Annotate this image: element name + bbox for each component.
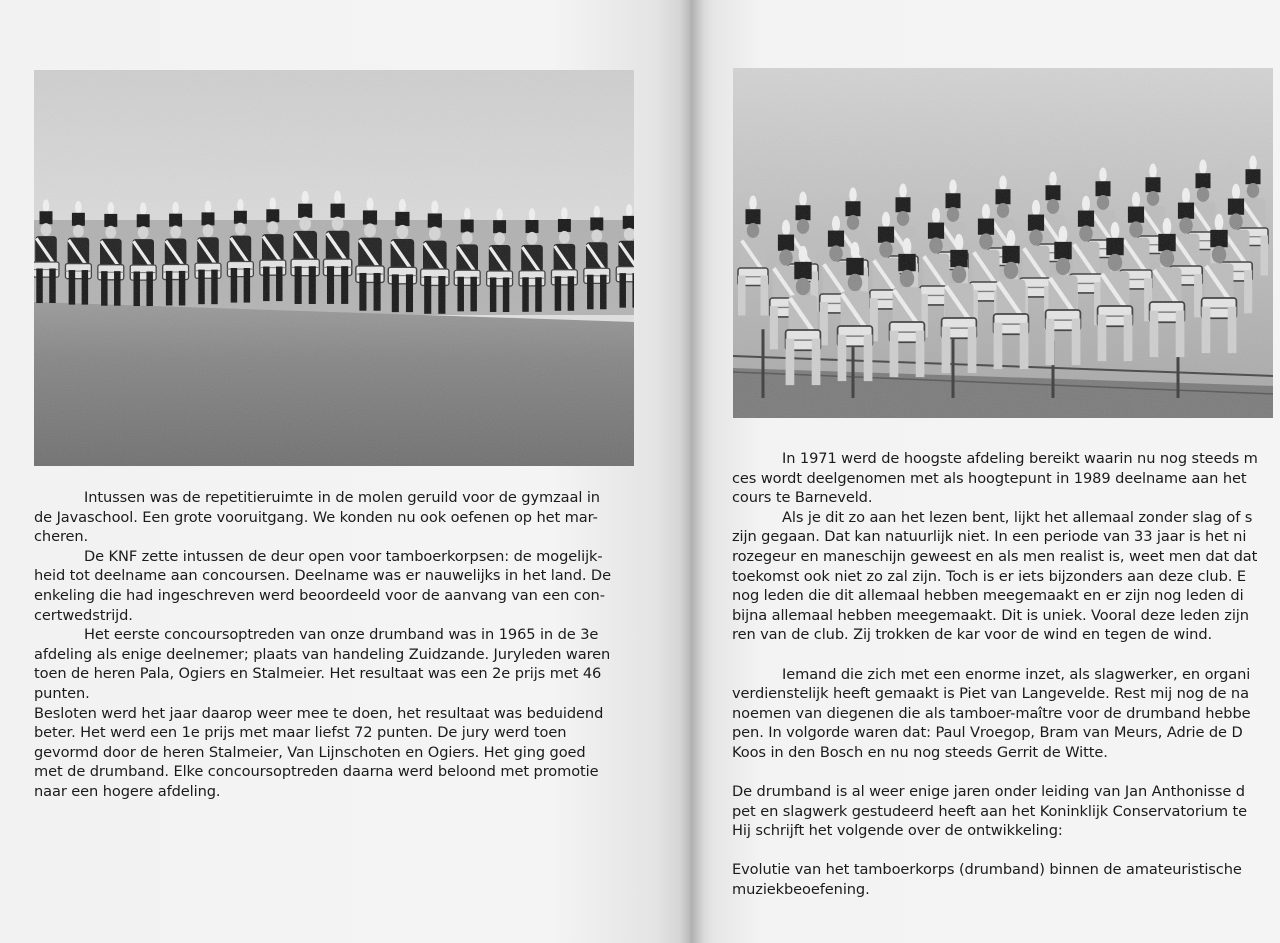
- paragraph: Intussen was de repetitieruimte in de molen geruild voor de gymzaal in de Javaschool. Een grote vooruitgang. We konden nu ook oefenen op het mar- cheren.: [34, 489, 600, 546]
- paragraph: Besloten werd het jaar daarop weer mee te doen, het resultaat was beduidend beter. Het werd een 1e prijs met maar liefst 72 punten. De jury werd toen gevormd door de heren Stalmeier, Van Lijnschoten en Ogiers. Het ging goed met de drumband. Elke concoursoptreden daarna werd beloond met promotie naar een hogere afdeling.: [34, 704, 604, 800]
- drumband-marching-photo-image: [733, 68, 1273, 418]
- drumband-line-photo-image: [34, 70, 634, 466]
- paragraph: Iemand die zich met een enorme inzet, als slagwerker, en organi verdienstelijk heeft gemaakt is Piet van Langevelde. Rest mij nog de na noemen van diegenen die als tamboer-maître voor de drumband hebbe pen. In volgorde waren dat: Paul Vroegop, Bram van Meurs, Adrie de D Koos in den Bosch en nu nog steeds Gerrit de Witte.: [732, 665, 1251, 761]
- paragraph: In 1971 werd de hoogste afdeling bereikt waarin nu nog steeds m ces wordt deelgenomen met als hoogtepunt in 1989 deelname aan het cours te Barneveld.: [732, 450, 1258, 507]
- left-page-text: [34, 488, 630, 802]
- film-grain: [733, 68, 1273, 418]
- book-gutter: [680, 0, 704, 943]
- paragraph: De KNF zette intussen de deur open voor tamboerkorpsen: de mogelijk- heid tot deelname aan concoursen. Deelname was er nauwelijks in het land. De enkeling die had ingeschreven werd beoordeeld voor de aanvang van een con- certwedstrijd.: [34, 547, 611, 624]
- right-page-text: [732, 449, 1280, 900]
- right-page: [690, 0, 1280, 943]
- drumband-marching-photo: [733, 68, 1273, 418]
- paragraph: Als je dit zo aan het lezen bent, lijkt het allemaal zonder slag of s zijn gegaan. Dat kan natuurlijk niet. In een periode van 33 jaar is het ni rozegeur en maneschijn geweest en als men realist is, weet men dat dat toekomst ook niet zo zal zijn. Toch is er iets bijzonders aan deze club. E nog leden die dit allemaal hebben meegemaakt en er zijn nog leden di bijna allemaal hebben meegemaakt. Dit is uniek. Vooral deze leden zijn ren van de club. Zij trokken de kar voor de wind en tegen de wind.: [732, 508, 1258, 644]
- paragraph: Evolutie van het tamboerkorps (drumband) binnen de amateuristische muziekbeoefening.: [732, 861, 1242, 899]
- paragraph: De drumband is al weer enige jaren onder leiding van Jan Anthonisse d pet en slagwerk gestudeerd heeft aan het Koninklijk Conservatorium te Hij schrijft het volgende over de ontwikkeling:: [732, 783, 1248, 840]
- film-grain: [34, 70, 634, 466]
- drumband-line-photo: [34, 70, 634, 466]
- paragraph: Het eerste concoursoptreden van onze drumband was in 1965 in de 3e afdeling als enige deelnemer; plaats van handeling Zuidzande. Juryleden waren toen de heren Pala, Ogiers en Stalmeier. Het resultaat was een 2e prijs met 46 punten.: [34, 626, 611, 702]
